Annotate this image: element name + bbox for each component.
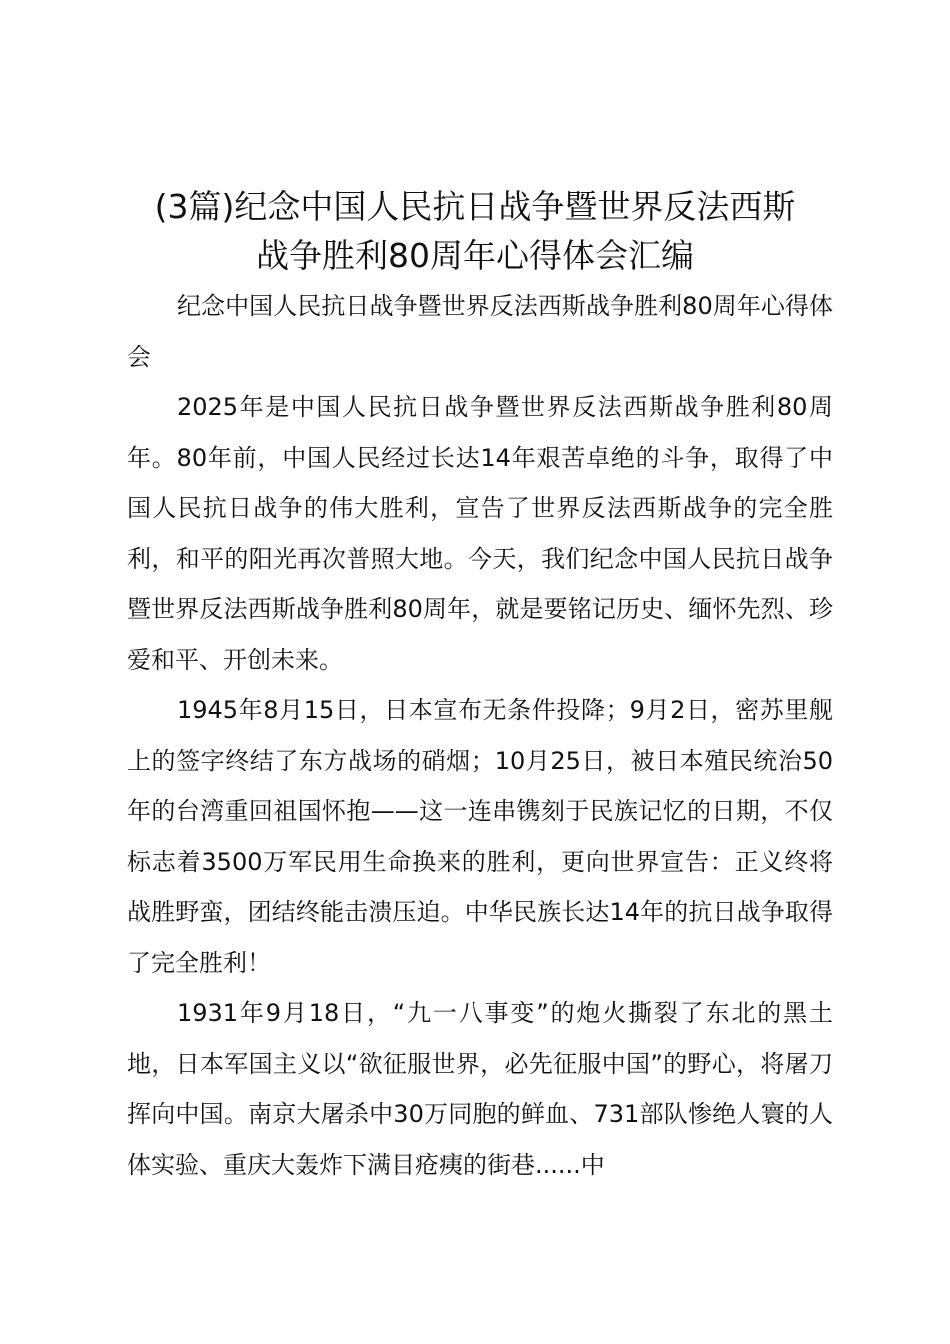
body-paragraph: 2025年是中国人民抗日战争暨世界反法西斯战争胜利80周年。80年前，中国人民经过长达14年艰苦卓绝的斗争，取得了中国人民抗日战争的伟大胜利，宣告了世界反法西斯战争的完全胜利，和平的阳光再次普照大地。今天，我们纪念中国人民抗日战争暨世界反法西斯战争胜利80周年，就是要铭记历史、缅怀先烈、珍爱和平、开创未来。 bbox=[127, 393, 833, 674]
title-line-1: (3篇)纪念中国人民抗日战争暨世界反法西斯 bbox=[154, 187, 796, 226]
body-paragraph: 1931年9月18日，“九一八事变”的炮火撕裂了东北的黑土地，日本军国主义以“欲征服世界，必先征服中国”的野心，将屠刀挥向中国。南京大屠杀中30万同胞的鲜血、731部队惨绝人寰的人体实验、重庆大轰炸下满目疮痍的街巷......中 bbox=[127, 999, 833, 1179]
title-line-2: 战争胜利80周年心得体会汇编 bbox=[256, 236, 694, 275]
subtitle-paragraph: 纪念中国人民抗日战争暨世界反法西斯战争胜利80周年心得体会 bbox=[127, 292, 833, 371]
body-paragraph: 1945年8月15日，日本宣布无条件投降；9月2日，密苏里舰上的签字终结了东方战场的硝烟；10月25日，被日本殖民统治50年的台湾重回祖国怀抱——这一连串镌刻于民族记忆的日期，不仅标志着3500万军民用生命换来的胜利，更向世界宣告：正义终将战胜野蛮，团结终能击溃压迫。中华民族长达14年的抗日战争取得了完全胜利！ bbox=[127, 696, 833, 977]
document-body bbox=[127, 281, 833, 1190]
document-title bbox=[100, 182, 850, 280]
